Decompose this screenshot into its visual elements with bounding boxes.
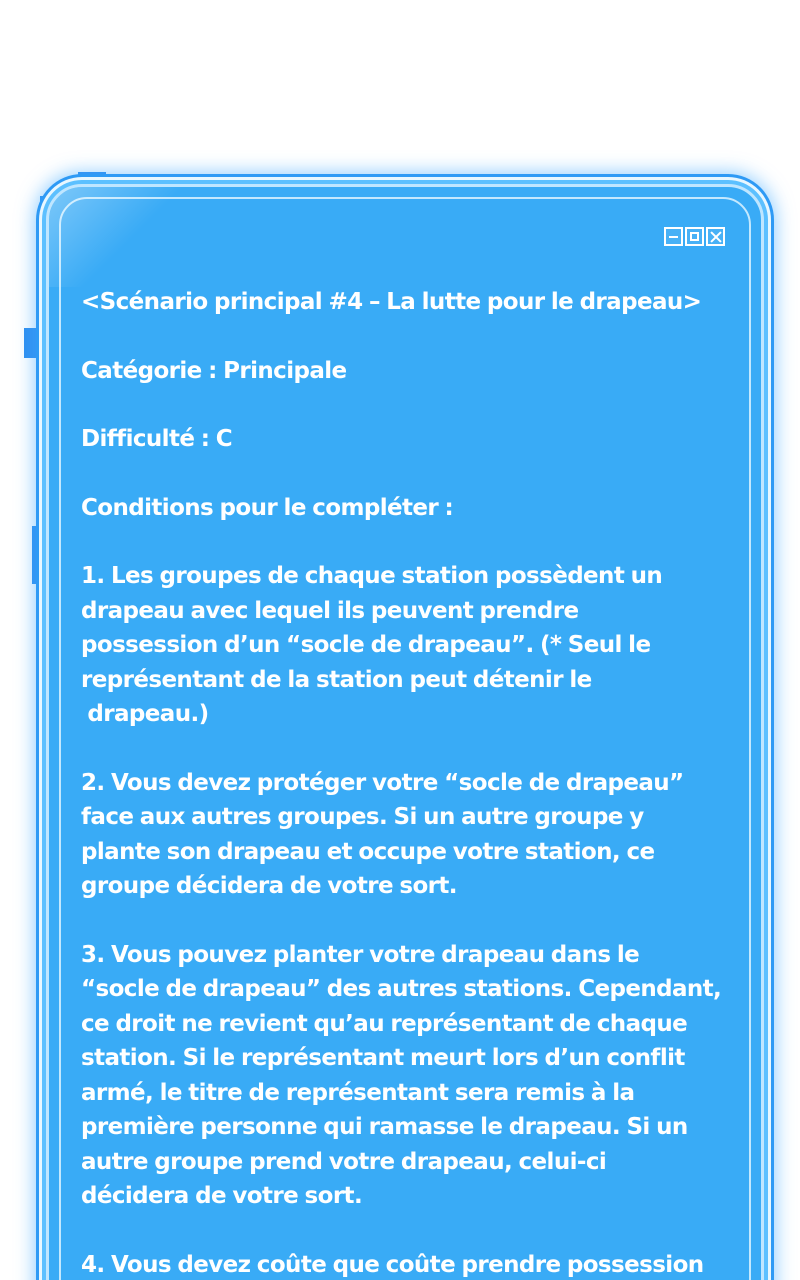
condition-2: 2. Vous devez protéger votre “socle de drapeau” face aux autres groupes. Si un autre groupe y plante son drapeau et occupe votre station, ce groupe décidera de votre sort.	[81, 769, 684, 899]
close-icon[interactable]	[706, 227, 725, 246]
scenario-difficulty: Difficulté : C	[81, 426, 233, 452]
condition-3: 3. Vous pouvez planter votre drapeau dans le “socle de drapeau” des autres stations. Cependant, ce droit ne revient qu’au représentant de chaque station. Si le représentant meurt lors d’un conflit armé, le titre de représentant sera remis à la première personne qui ramasse le drapeau. Si un autre groupe prend votre drapeau, celui-ci décidera de votre sort.	[81, 941, 722, 1209]
window-controls	[664, 227, 725, 246]
maximize-icon[interactable]	[685, 227, 704, 246]
decor-square	[24, 328, 38, 358]
decor-square	[32, 526, 44, 584]
scenario-title: <Scénario principal #4 – La lutte pour le drapeau>	[81, 289, 702, 315]
minimize-icon[interactable]	[664, 227, 683, 246]
conditions-heading: Conditions pour le compléter :	[81, 494, 454, 521]
window-glow	[46, 184, 199, 287]
condition-1: 1. Les groupes de chaque station possèdent un drapeau avec lequel ils peuvent prendre possession d’un “socle de drapeau”. (* Seul le représentant de la station peut détenir le drapeau.)	[81, 563, 663, 727]
condition-4: 4. Vous devez coûte que coûte prendre possession	[81, 1251, 704, 1278]
system-window	[46, 184, 764, 1280]
scenario-content	[81, 285, 747, 1280]
scenario-category: Catégorie : Principale	[81, 357, 347, 384]
